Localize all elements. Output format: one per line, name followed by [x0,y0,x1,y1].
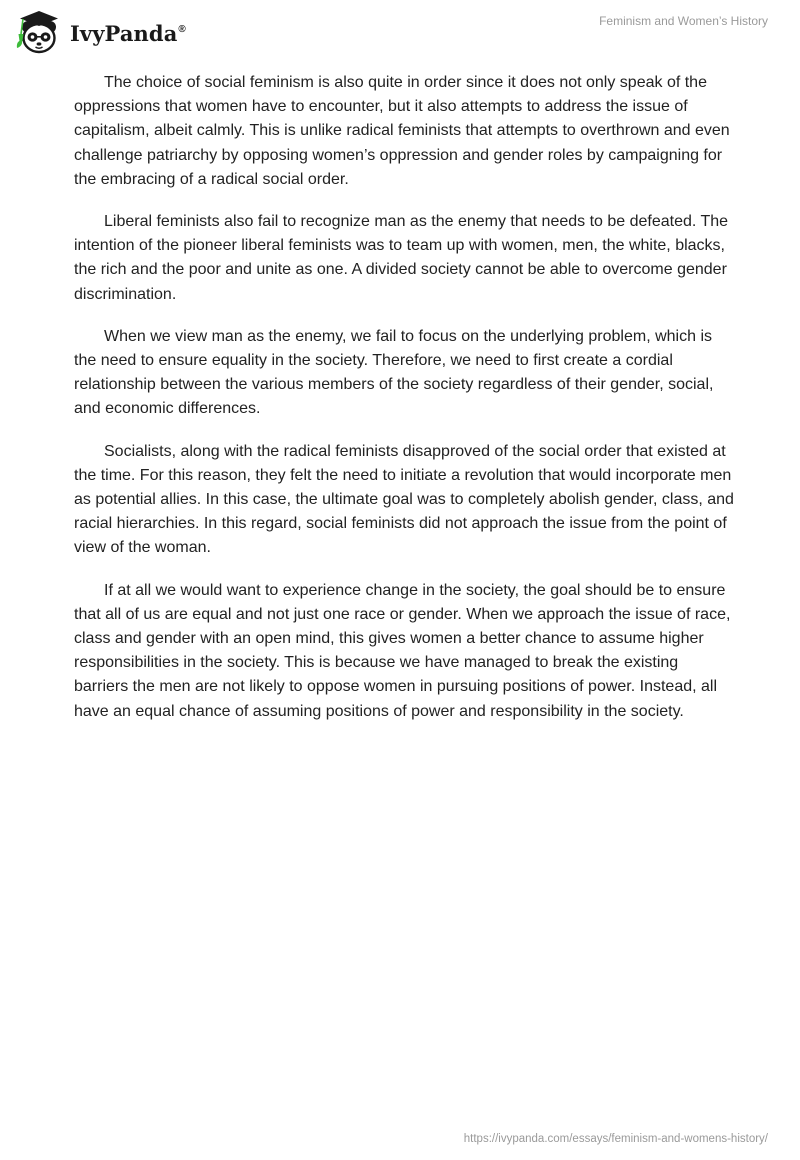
paragraph-2: Liberal feminists also fail to recognize man as the enemy that needs to be defeated. The intention of the pioneer liberal feminists was to team up with women, men, the white, blacks, the rich and the poor and unite as one. A divided society cannot be able to overcome gender discrimination. [74,213,729,303]
essay-body [74,71,734,742]
page-header [0,0,800,62]
panda-graduation-cap-icon [14,8,66,56]
source-url-link[interactable]: https://ivypanda.com/essays/feminism-and-womens-history/ [463,1133,768,1145]
registered-mark: ® [178,23,186,35]
paragraph-3: When we view man as the enemy, we fail to focus on the underlying problem, which is the need to ensure equality in the society. Therefore, we need to first create a cordial relationship between the various members of the society regardless of their gender, social, and economic differences. [74,327,714,418]
document-title: Feminism and Women’s History [599,14,768,28]
paragraph-4: Socialists, along with the radical feminists disapproved of the social order that existed at the time. For this reason, they felt the need to initiate a revolution that would incorporate men as potential allies. In this case, the ultimate goal was to completely abolish gender, class, and racial hierarchies. In this regard, social feminists did not approach the issue from the point of view of the woman. [74,442,734,557]
brand-name: IvyPanda® [70,20,186,46]
paragraph-1: The choice of social feminism is also quite in order since it does not only speak of the oppressions that women have to encounter, but it also attempts to address the issue of capitalism, albeit calmly. This is unlike radical feminists that attempts to overthrown and even challenge patriarchy by opposing women’s oppression and gender roles by campaigning for the embracing of a radical social order. [74,74,730,188]
paragraph-5: If at all we would want to experience change in the society, the goal should be to ensure that all of us are equal and not just one race or gender. When we approach the issue of race, class and gender with an open mind, this gives women a better chance to assume higher responsibilities in the society. This is because we have managed to break the existing barriers the men are not likely to oppose women in pursuing positions of power. Instead, all have an equal chance of assuming positions of power and responsibility in the society. [74,581,731,720]
ivypanda-logo[interactable] [14,8,186,56]
